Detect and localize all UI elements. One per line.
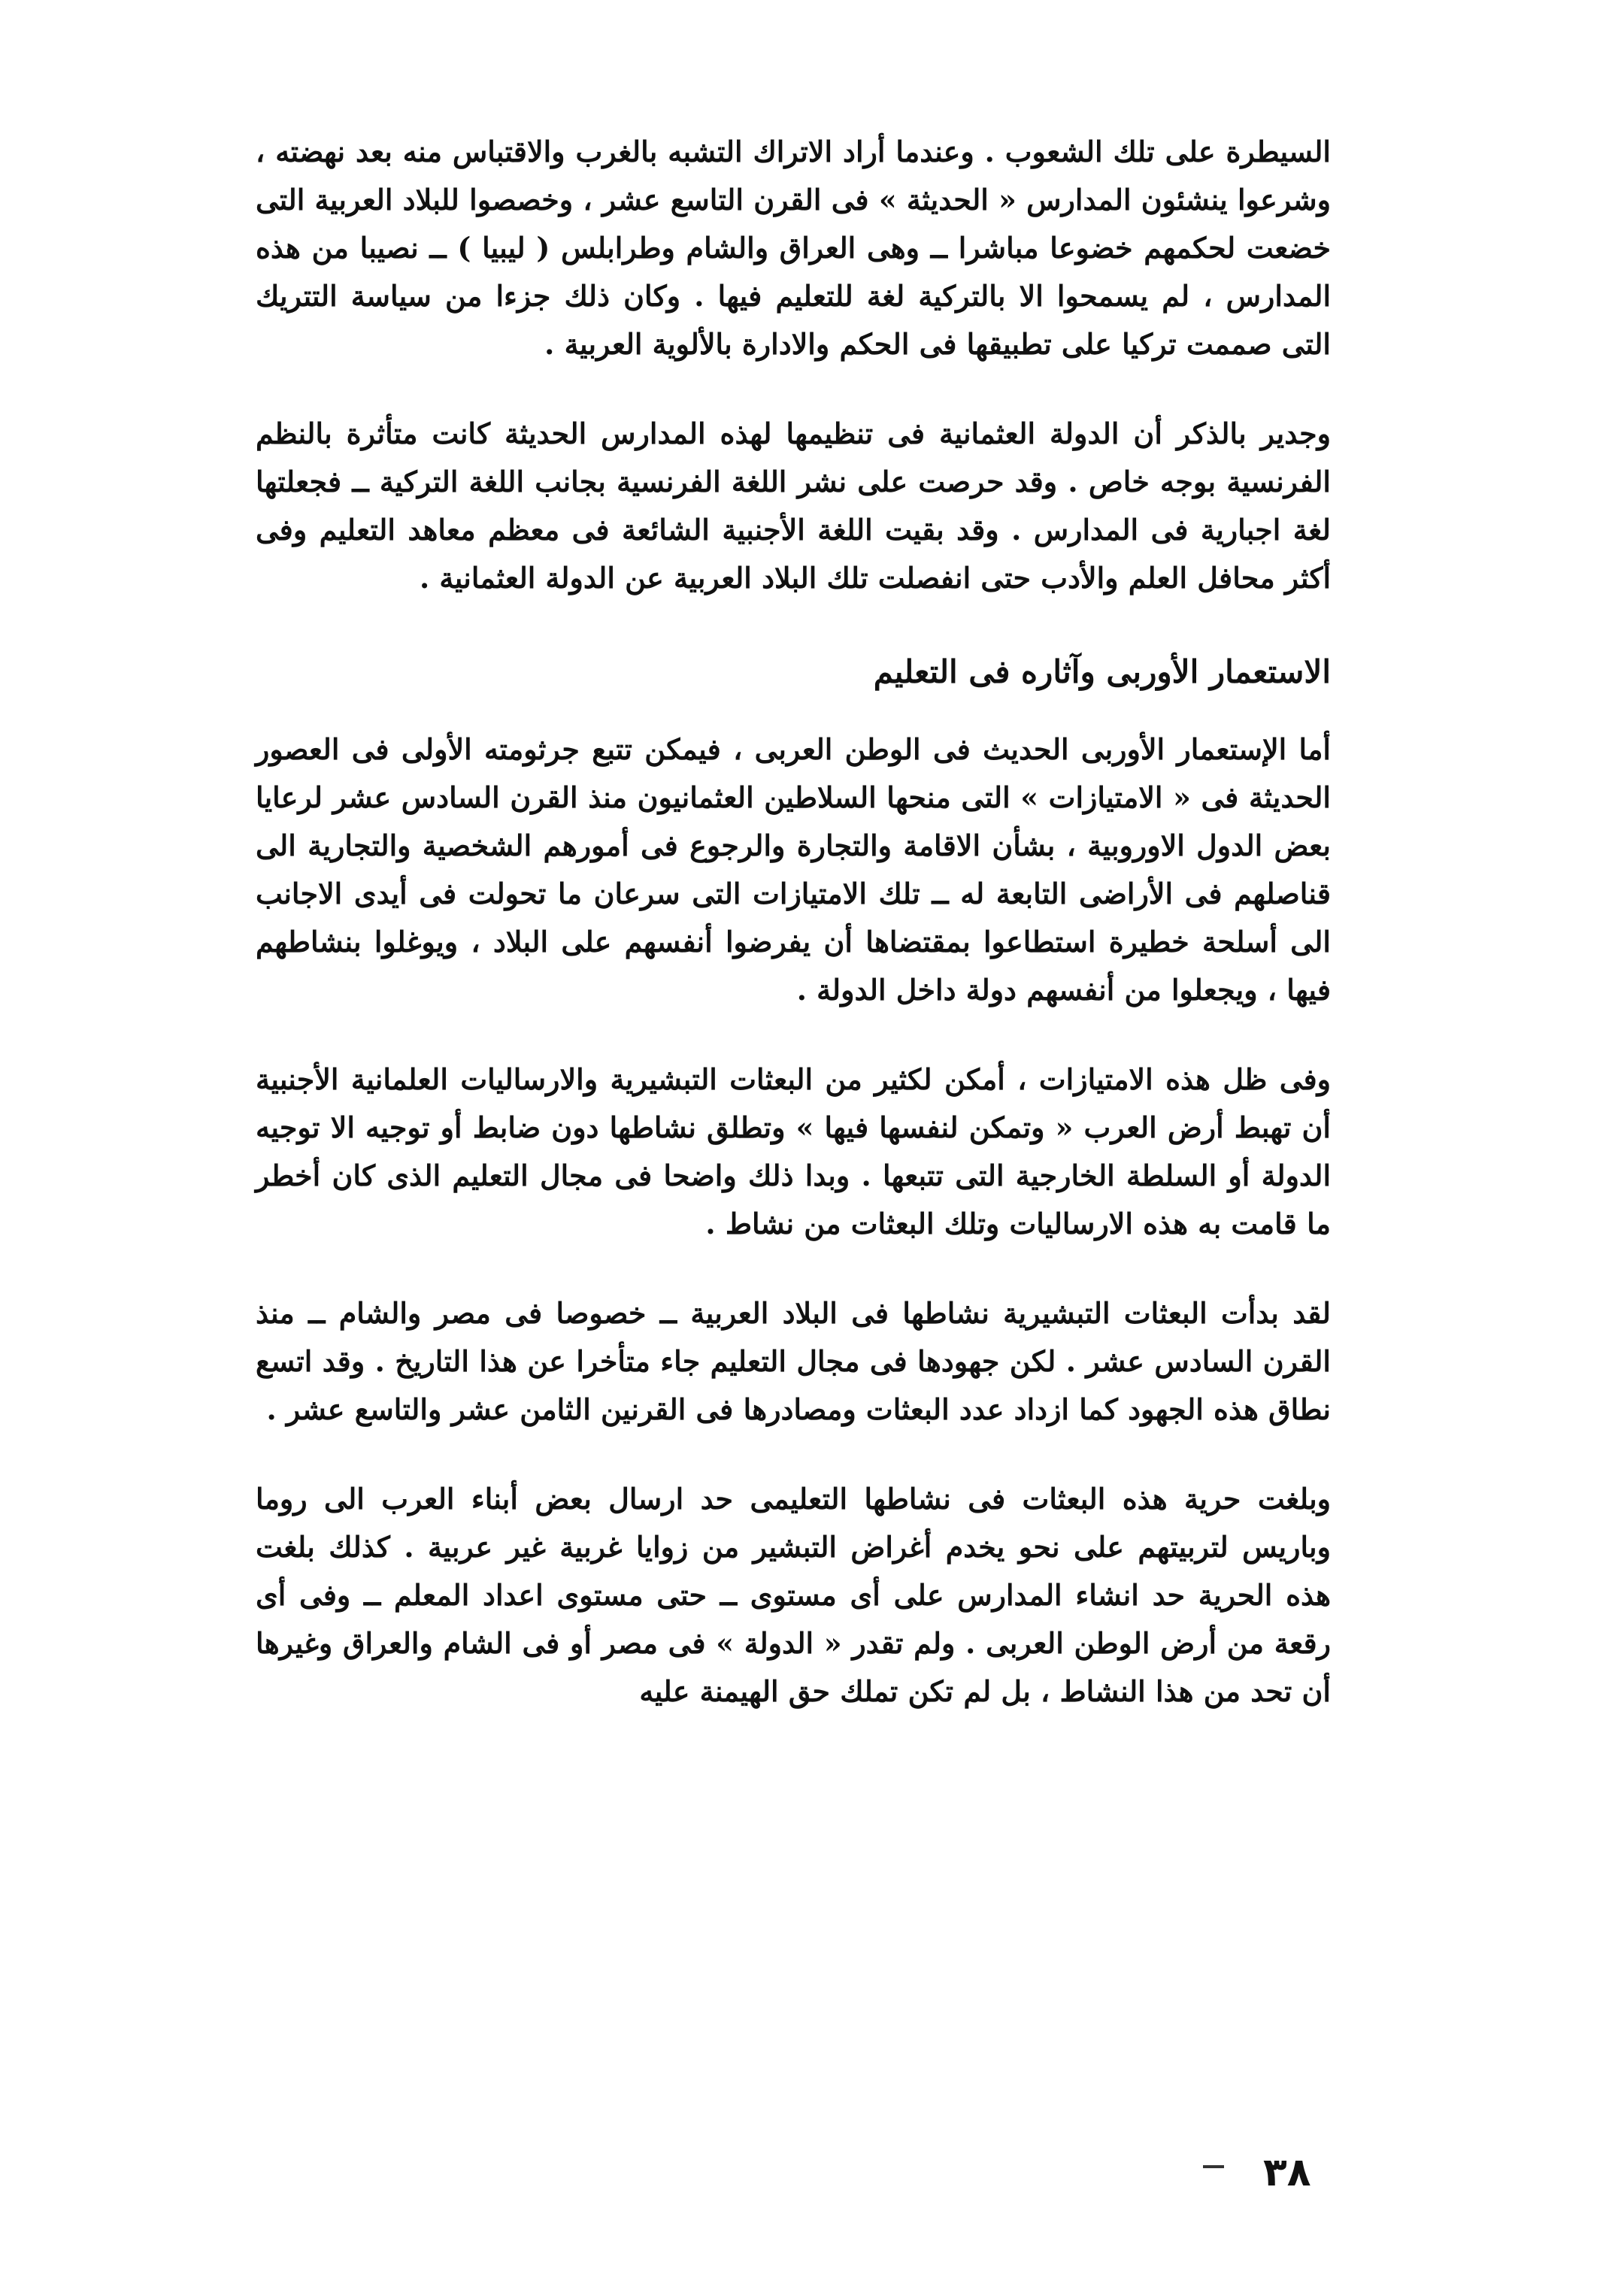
page-number: ٣٨ <box>1263 2150 1311 2195</box>
paragraph-5: لقد بدأت البعثات التبشيرية نشاطها فى البلاد العربية ــ خصوصا فى مصر والشام ــ منذ القرن السادس عشر . لكن جهودها فى مجال التعليم جاء متأخرا عن هذا التاريخ . وقد اتسع نطاق هذه الجهود كما ازداد عدد البعثات ومصادرها فى القرنين الثامن عشر والتاسع عشر . <box>256 1296 1331 1426</box>
paragraph-4: وفى ظل هذه الامتيازات ، أمكن لكثير من البعثات التبشيرية والارساليات العلمانية الأجنبية أن تهبط أرض العرب « وتمكن لنفسها فيها » وتطلق نشاطها دون ضابط أو توجيه الا توجيه الدولة أو السلطة الخارجية التى تتبعها . وبدا ذلك واضحا فى مجال التعليم الذى كان أخطر ما قامت به هذه الارساليات وتلك البعثات من نشاط . <box>256 1062 1331 1240</box>
document-page <box>256 128 1331 1716</box>
paragraph-6: وبلغت حرية هذه البعثات فى نشاطها التعليمى حد ارسال بعض أبناء العرب الى روما وباريس لتربيتهم على نحو يخدم أغراض التبشير من زوايا غربية غير عربية . كذلك بلغت هذه الحرية حد انشاء المدارس على أى مستوى ــ حتى مستوى اعداد المعلم ــ وفى أى رقعة من أرض الوطن العربى . ولم تقدر « الدولة » فى مصر أو فى الشام والعراق وغيرها أن تحد من هذا النشاط ، بل لم تكن تملك حق الهيمنة عليه <box>256 1482 1331 1708</box>
paragraph-1: السيطرة على تلك الشعوب . وعندما أراد الاتراك التشبه بالغرب والاقتباس منه بعد نهضته ، وشرعوا ينشئون المدارس « الحديثة » فى القرن التاسع عشر ، وخصصوا للبلاد العربية التى خضعت لحكمهم خضوعا مباشرا ــ وهى العراق والشام وطرابلس ( ليبيا ) ــ نصيبا من هذه المدارس ، لم يسمحوا الا بالتركية لغة للتعليم فيها . وكان ذلك جزءا من سياسة التتريك التى صممت تركيا على تطبيقها فى الحكم والادارة بالألوية العربية . <box>256 135 1331 361</box>
section-heading: الاستعمار الأوربى وآثاره فى التعليم <box>873 653 1331 690</box>
paragraph-2: وجدير بالذكر أن الدولة العثمانية فى تنظيمها لهذه المدارس الحديثة كانت متأثرة بالنظم الفرنسية بوجه خاص . وقد حرصت على نشر اللغة الفرنسية بجانب اللغة التركية ــ فجعلتها لغة اجبارية فى المدارس . وقد بقيت اللغة الأجنبية الشائعة فى معظم معاهد التعليم وفى أكثر محافل العلم والأدب حتى انفصلت تلك البلاد العربية عن الدولة العثمانية . <box>256 416 1331 595</box>
paragraph-3: أما الإستعمار الأوربى الحديث فى الوطن العربى ، فيمكن تتبع جرثومته الأولى فى العصور الحديثة فى « الامتيازات » التى منحها السلاطين العثمانيون منذ القرن السادس عشر لرعايا بعض الدول الاوروبية ، بشأن الاقامة والتجارة والرجوع فى أمورهم الشخصية والتجارية الى قناصلهم فى الأراضى التابعة له ــ تلك الامتيازات التى سرعان ما تحولت فى أيدى الاجانب الى أسلحة خطيرة استطاعوا بمقتضاها أن يفرضوا أنفسهم على البلاد ، ويوغلوا بنشاطهم فيها ، ويجعلوا من أنفسهم دولة داخل الدولة . <box>256 732 1331 1007</box>
